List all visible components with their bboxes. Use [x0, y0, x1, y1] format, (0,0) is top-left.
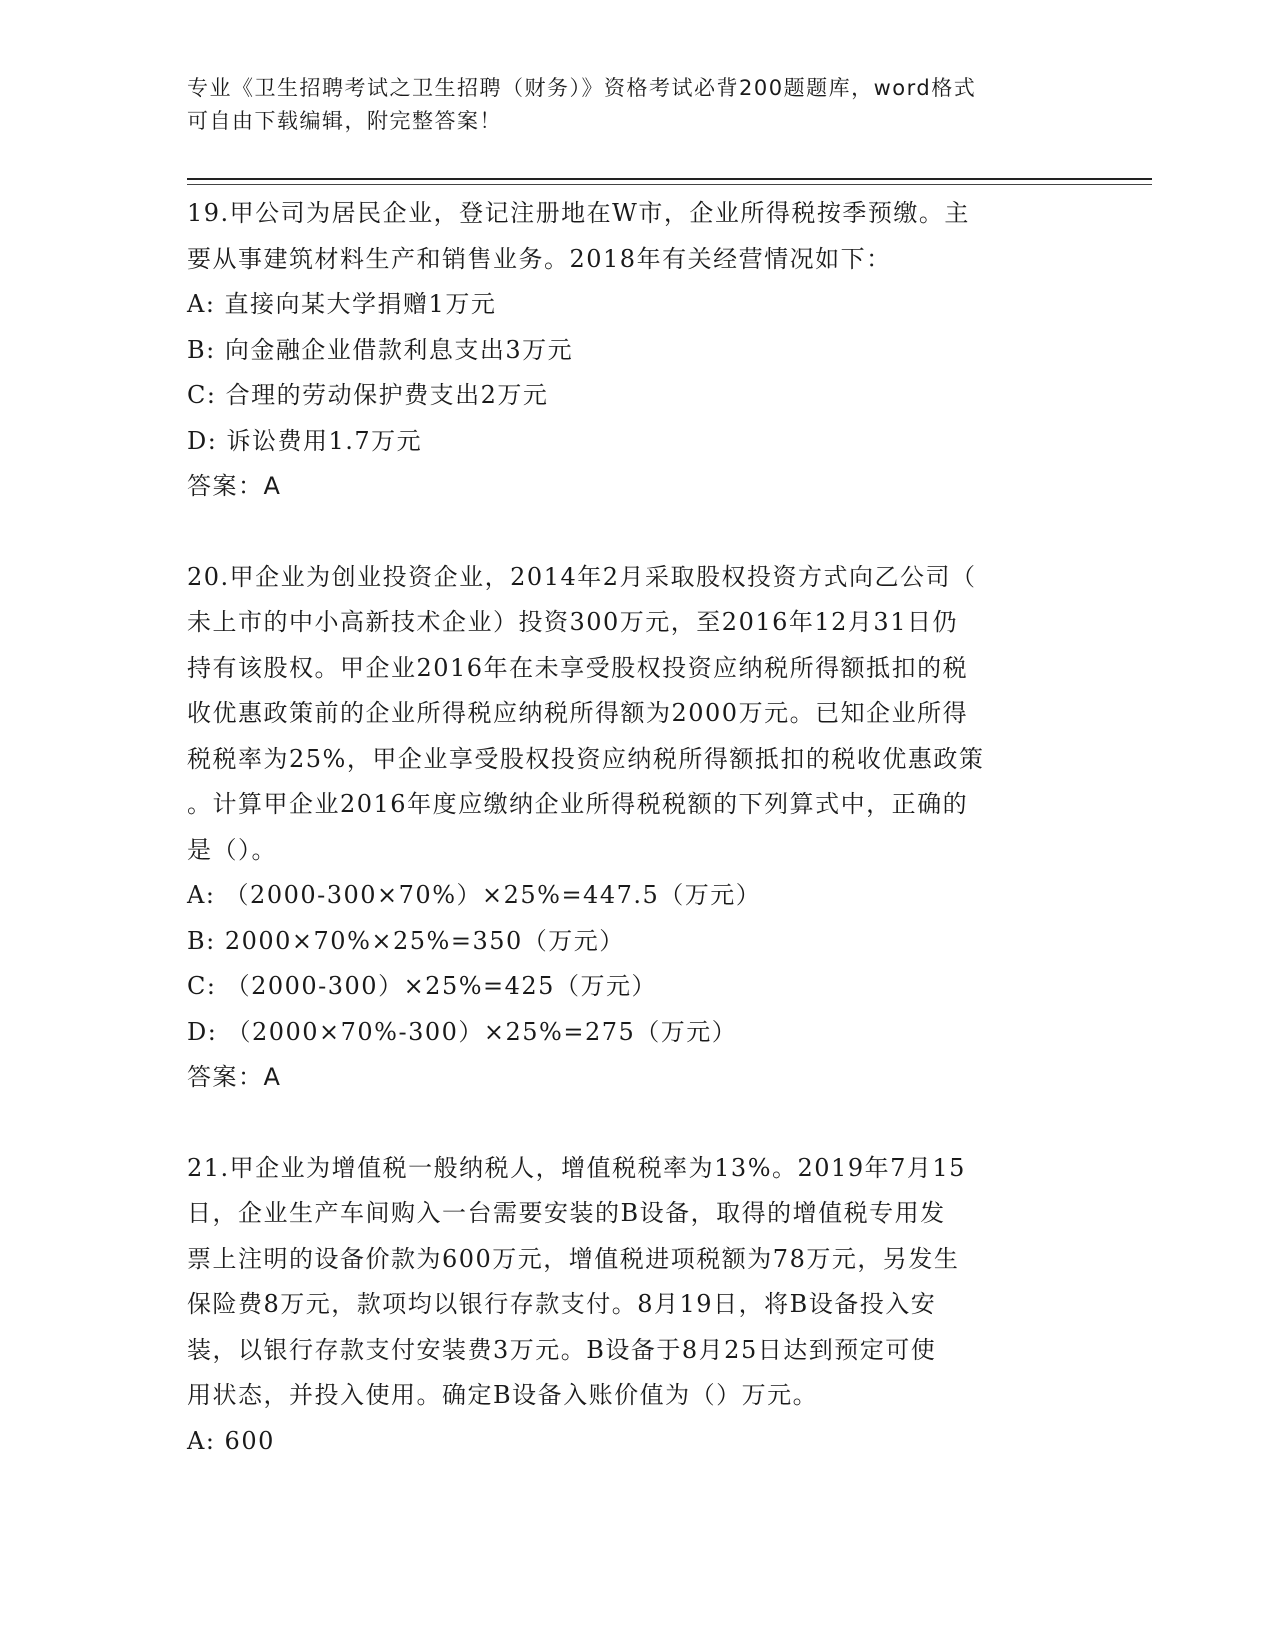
question-list	[187, 191, 1087, 1509]
option-a: A: （2000-300×70%）×25%=447.5（万元）	[187, 881, 762, 909]
question-stem-line: 持有该股权。甲企业2016年在未享受股权投资应纳税所得额抵扣的税	[187, 653, 969, 682]
question-stem-line: 。计算甲企业2016年度应缴纳企业所得税税额的下列算式中，正确的	[187, 790, 969, 818]
option-b: B: 向金融企业借款利息支出3万元	[187, 335, 574, 364]
question-stem-line: 未上市的中小高新技术企业）投资300万元，至2016年12月31日仍	[187, 608, 958, 636]
option-a: A: 600	[187, 1426, 275, 1455]
option-d: D: （2000×70%-300）×25%=275（万元）	[187, 1017, 738, 1046]
answer-label: 答案：A	[187, 1063, 282, 1091]
question-stem-line: 19.甲公司为居民企业，登记注册地在W市，企业所得税按季预缴。主	[187, 199, 970, 227]
header-rule-thick	[187, 178, 1152, 180]
question-stem-line: 20.甲企业为创业投资企业，2014年2月采取股权投资方式向乙公司（	[187, 562, 977, 591]
header-line-1: 专业《卫生招聘考试之卫生招聘（财务）》资格考试必背200题题库，word格式	[187, 76, 977, 100]
header-line-2: 可自由下载编辑，附完整答案！	[187, 109, 502, 133]
option-d: D: 诉讼费用1.7万元	[187, 426, 423, 455]
question-21	[187, 1146, 1087, 1465]
question-19	[187, 191, 1087, 510]
question-20	[187, 555, 1087, 1101]
header-rule-thin	[187, 184, 1152, 185]
question-stem-line: 用状态，并投入使用。确定B设备入账价值为（）万元。	[187, 1381, 819, 1409]
option-c: C: 合理的劳动保护费支出2万元	[187, 381, 549, 409]
question-stem-line: 票上注明的设备价款为600万元，增值税进项税额为78万元，另发生	[187, 1244, 960, 1273]
option-c: C: （2000-300）×25%=425（万元）	[187, 972, 657, 1000]
option-b: B: 2000×70%×25%=350（万元）	[187, 926, 625, 955]
question-stem-line: 税税率为25%，甲企业享受股权投资应纳税所得额抵扣的税收优惠政策	[187, 744, 985, 773]
question-stem-line: 21.甲企业为增值税一般纳税人，增值税税率为13%。2019年7月15	[187, 1153, 966, 1182]
question-stem-line: 装，以银行存款支付安装费3万元。B设备于8月25日达到预定可使	[187, 1335, 937, 1364]
option-a: A: 直接向某大学捐赠1万元	[187, 290, 497, 318]
question-stem-line: 要从事建筑材料生产和销售业务。2018年有关经营情况如下：	[187, 244, 892, 273]
question-stem-line: 日，企业生产车间购入一台需要安装的B设备，取得的增值税专用发	[187, 1199, 946, 1227]
question-stem-line: 是（）。	[187, 835, 277, 864]
answer-label: 答案：A	[187, 472, 282, 500]
question-stem-line: 保险费8万元，款项均以银行存款支付。8月19日，将B设备投入安	[187, 1290, 937, 1318]
document-header	[187, 72, 1067, 138]
question-stem-line: 收优惠政策前的企业所得税应纳税所得额为2000万元。已知企业所得	[187, 699, 969, 727]
